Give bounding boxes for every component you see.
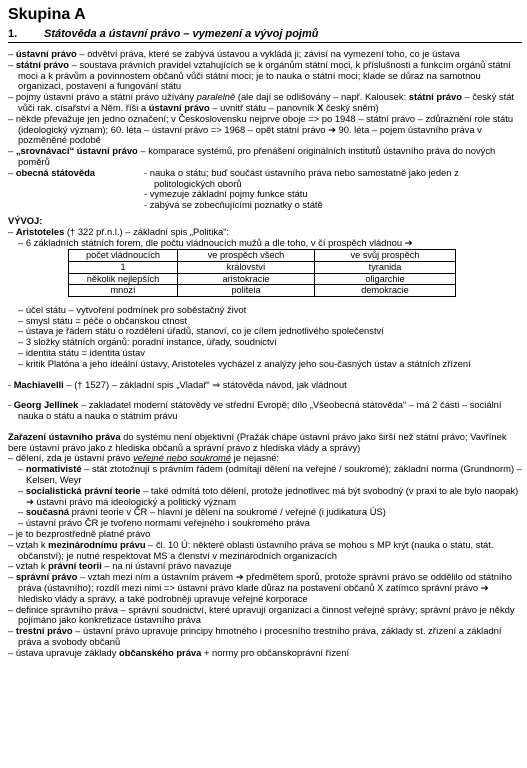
- jellinek-line: - Georg Jellinek – zakladatel moderní státovědy ve střední Evropě; dílo „Všeobecná státověda“ – má 2 části – sociální nauka o státu a nauka o státním právu: [8, 399, 502, 422]
- list-item: – trestní právo – ústavní právo upravuje principy hmotného i procesního trestního práva, základy st. zřízení a základní práva a svobody občanů: [8, 625, 502, 648]
- page-title: Skupina A: [8, 6, 86, 23]
- list-item: – je to bezprostředně platné právo: [8, 528, 151, 540]
- list-item: – 3 složky státních orgánů: poradní instance, úřady, soudnictví: [18, 336, 277, 348]
- list-item: - nauka o státu; buď součást ústavního práva nebo samostatně jako jeden z politologických oborů: [144, 166, 459, 189]
- list-item: – socialistická právní teorie – také odmítá toto dělení, protože jednotlivec má být svobodný (v praxi to ale bylo naopak) ➔ ústavní právo má ideologický a politický význam: [18, 484, 519, 507]
- term-item: – pojmy ústavní právo a státní právo užívány paralelně (ale dají se odlišovány – např. Kalousek: státní právo – český stát vůči rak. císařství a Něm. říši a ústavní právo – uvnitř státu – panovník X český sněm): [8, 91, 515, 113]
- list-item: – současná právní teorie v ČR – hlavní je dělení na soukromé / veřejné (i judikatura ÚS): [18, 506, 386, 518]
- term-item: – „srovnávací“ ústavní právo – komparace systémů, pro přenášení originálních institutů ústavního práva do nových poměrů: [8, 145, 496, 167]
- document-page: [8, 6, 522, 659]
- list-item: – smysl státu = péče o občanskou ctnost: [18, 314, 188, 326]
- list-item: – definice správního práva – správní soudnictví, které upravují organizaci a činnost veřejné správy; správní právo je někdy pojímáno jako konkretizace ústavního práva: [8, 603, 515, 626]
- table-header: ve svůj prospěch: [315, 250, 456, 262]
- list-item: – vztah k mezinárodnímu právu – čl. 10 Ú: některé oblasti ústavního práva se mohou s MP krýt (nauka o státu, stát. občanství); je nutné respektovat MS a členství v mezinárodních organizacích: [8, 538, 494, 561]
- list-item: - zabývá se zobecňujícími poznatky o státě: [144, 199, 323, 211]
- list-item: – normativisté – stát ztotožnují s právním řádem (odmítají dělení na veřejné / soukromé); základní norma (Grundnorm) – Kelsen, Weyr: [18, 463, 522, 486]
- list-item: – ústavní právo ČR je tvořeno normami veřejného i soukromého práva: [18, 517, 310, 529]
- table-row: 1 království tyranida: [69, 261, 456, 273]
- aristoteles-line: – Aristoteles († 322 př.n.l.) – základní spis „Politika“:: [8, 225, 229, 237]
- table-row: několik nejlepších aristokracie oligarchie: [69, 273, 456, 285]
- table-row: mnozí politeia demokracie: [69, 285, 456, 297]
- machiavelli-line: - Machiavelli – († 1527) – základní spis „Vladař“ ⇒ státověda návod, jak vládnout: [8, 378, 347, 390]
- term-item: – někde převažuje jen jedno označení; v Československu nejprve oboje => po 1948 – státní právo – zdůraznění role státu (ideologický význam); 60. léta – ústavní právo => 1968 – opět státní právo ➔ 90. léta – pojem ústavního práva v pozměněné podobě: [8, 112, 514, 146]
- obecna-statoveda: – obecná státověda - nauka o státu; buď součást ústavního práva nebo samostatně jako jeden z politologických oborů - vymezuje základní pojmy funkce státu - zabývá se zobecňujícími poznatky o státě: [8, 168, 522, 211]
- list-item: – ústava je řádem státu o rozdělení úřadů, stanoví, co je cílem jednotlivého společenství: [18, 325, 384, 337]
- list-item: – identita státu = identita ústav: [18, 346, 145, 358]
- section-title: Státověda a ústavní právo – vymezení a vývoj pojmů: [44, 28, 319, 40]
- forms-line: – 6 základních státních forem, dle počtu vládnoucích mužů a dle toho, v čí prospěch vládnou ➔: [18, 236, 413, 248]
- term-item: – ústavní právo – odvětví práva, které se zabývá ústavou a vykládá ji; závisí na vymezení toho, co je ústava: [8, 48, 460, 59]
- list-item: – ústava upravuje základy občanského práva + normy pro občanskoprávní řízení: [8, 646, 350, 658]
- zarazeni-lead: Zařazení ústavního práva do systému není objektivní (Pražák chápe ústavní právo jako širší než státní právo; Vavřínek bere ústavní právo jako z hlediska občanů a správní právo z hlediska vlády a správy): [8, 430, 507, 453]
- section-heading: [8, 28, 522, 43]
- vyvoj-label: VÝVOJ:: [8, 214, 43, 226]
- list-item: - vymezuje základní pojmy funkce státu: [144, 188, 308, 200]
- table-header: ve prospěch všech: [178, 250, 315, 262]
- term-item: – státní právo – soustava právních pravidel vztahujících se k orgánům státní moci, k příslušnosti a funkcím orgánů státní moci a k právům a povinnostem občanů vůči státní moci; je to nauka o státní moci; klade se důraz na samotnou organizaci, postavení a fungování státu: [8, 58, 511, 92]
- list-item: – kritik Platóna a jeho ideální ústavy, Aristoteles vycházel z analýzy jeho sou-časných ústav a státních zřízení: [18, 357, 471, 369]
- state-forms-table: [68, 249, 456, 296]
- list-item: – účel státu – vytvoření podmínek pro soběstačný život: [18, 303, 247, 315]
- list-item: – dělení, zda je ústavní právo veřejné nebo soukromé je nejasné:: [8, 452, 280, 464]
- list-item: – vztah k právní teorii – na ni ústavní právo navazuje: [8, 560, 232, 572]
- list-item: – správní právo – vztah mezi ním a ústavním právem ➔ předmětem sporů, protože správní právo se oddělilo od státního práva (ústavního); rozdíl mezi nimi => ústavní právo klade důraz na postavení občanů X zatímco správní právo ➔ hledisko vlády a správy, a také podrobněji upravuje veřejné korporace: [8, 571, 512, 604]
- section-number: 1.: [8, 28, 18, 40]
- table-header: počet vládnoucích: [69, 250, 178, 262]
